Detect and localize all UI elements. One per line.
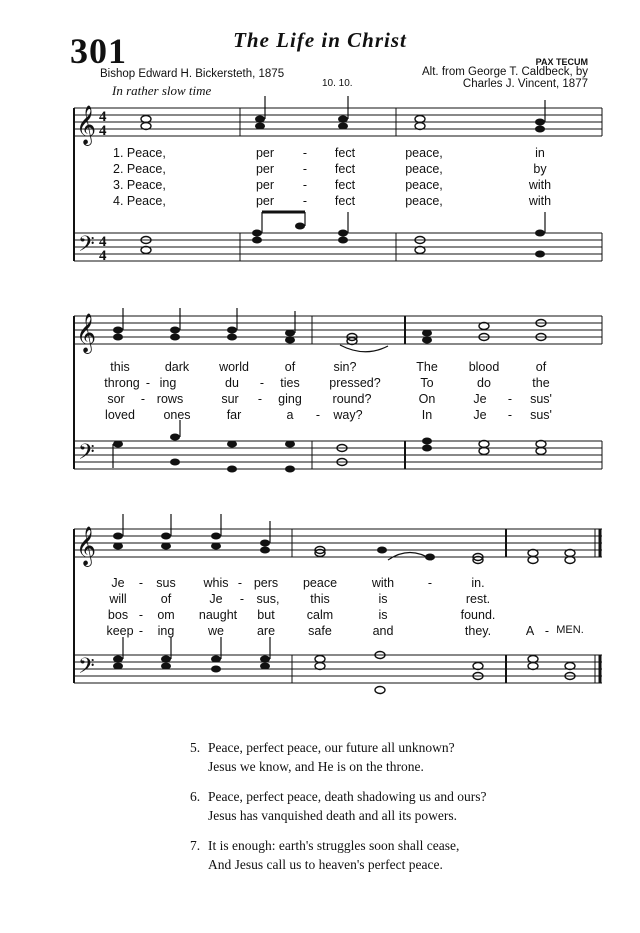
lyric-v2-2: per xyxy=(255,162,275,176)
lyric: the xyxy=(532,376,550,390)
lyric: pressed? xyxy=(329,376,381,390)
bass-clef-icon: 𝄢 xyxy=(78,232,95,262)
lyric-v1-6: in xyxy=(535,146,545,160)
lyric-v4-5: peace, xyxy=(405,194,443,208)
lyric: - xyxy=(237,576,243,590)
tie-slur xyxy=(388,553,432,561)
meter: 10. 10. xyxy=(322,78,353,89)
stanza-line: And Jesus call us to heaven's perfect peace. xyxy=(208,857,443,872)
stanza-number: 5. xyxy=(190,740,201,755)
lyric: ties xyxy=(280,376,300,390)
lyric: peace xyxy=(302,576,338,590)
lyric: - xyxy=(544,624,550,638)
treble-clef-icon: 𝄞 xyxy=(76,105,97,145)
lyric: are xyxy=(256,624,276,638)
lyric: but xyxy=(257,608,275,622)
lyric: du xyxy=(225,376,239,390)
stanza-line: Jesus we know, and He is on the throne. xyxy=(208,759,424,774)
lyric-v3-2: per xyxy=(255,178,275,192)
lyric: Je xyxy=(209,592,223,606)
lyric: sus' xyxy=(530,392,552,406)
lyric: loved xyxy=(105,408,135,422)
lyric: round? xyxy=(332,392,372,406)
lyric-v4-2: per xyxy=(255,194,275,208)
lyric: In xyxy=(421,408,433,422)
author-credit: Bishop Edward H. Bickersteth, 1875 xyxy=(100,68,285,80)
system-3-staves xyxy=(74,529,602,683)
lyric-v3-5: peace, xyxy=(405,178,443,192)
lyric-v3-3: - xyxy=(302,178,308,192)
treble-clef-icon: 𝄞 xyxy=(76,526,97,566)
lyric-v2-4: fect xyxy=(334,162,356,176)
lyric: calm xyxy=(306,608,334,622)
lyric: a xyxy=(286,408,294,422)
lyric: - xyxy=(239,592,245,606)
lyric: found. xyxy=(460,608,496,622)
lyric-v1-2: per xyxy=(255,146,275,160)
lyric: A xyxy=(525,624,535,638)
time-sig-bottom: 4 xyxy=(99,248,107,264)
time-signatures xyxy=(99,109,107,264)
lyric: To xyxy=(420,376,434,390)
treble-clef-icon: 𝄞 xyxy=(76,313,97,353)
lyric: is xyxy=(378,608,388,622)
additional-stanzas xyxy=(190,738,487,885)
lyric: On xyxy=(418,392,436,406)
time-sig-top: 4 xyxy=(99,234,107,250)
lyric-v2-1: 2. Peace, xyxy=(113,162,166,176)
lyric-v2-3: - xyxy=(302,162,308,176)
lyric: sur xyxy=(221,392,239,406)
lyric-v4-3: - xyxy=(302,194,308,208)
lyric: sin? xyxy=(333,360,357,374)
lyric: safe xyxy=(308,624,332,638)
stanza-line: Peace, perfect peace, death shadowing us and ours? xyxy=(208,789,487,804)
lyric: in. xyxy=(471,576,485,590)
lyric: ing xyxy=(159,376,177,390)
lyric-v1-4: fect xyxy=(334,146,356,160)
stanza-line: Peace, perfect peace, our future all unknown? xyxy=(208,740,455,755)
lyric: is xyxy=(378,592,388,606)
composer-line-2: Charles J. Vincent, 1877 xyxy=(462,78,588,90)
lyric: - xyxy=(427,576,433,590)
lyric-v2-6: by xyxy=(533,162,547,176)
lyric-v1-5: peace, xyxy=(405,146,443,160)
lyric-v3-1: 3. Peace, xyxy=(113,178,166,192)
lyric: we xyxy=(208,624,224,638)
lyric: Je xyxy=(473,408,487,422)
lyric: sor xyxy=(107,392,125,406)
lyric-v4-1: 4. Peace, xyxy=(113,194,166,208)
lyric: of xyxy=(160,592,172,606)
lyric: keep xyxy=(106,624,134,638)
lyric-v4-4: fect xyxy=(334,194,356,208)
lyric: rows xyxy=(156,392,184,406)
lyric: - xyxy=(138,624,144,638)
lyric: rest. xyxy=(465,592,491,606)
lyric: way? xyxy=(333,408,363,422)
lyric-v4-6: with xyxy=(528,194,552,208)
section-title: The Life in Christ xyxy=(233,28,407,52)
lyric: ing xyxy=(157,624,175,638)
lyric: pers xyxy=(253,576,279,590)
stanza-number: 7. xyxy=(190,838,201,853)
lyric: - xyxy=(138,576,144,590)
lyric: - xyxy=(140,392,146,406)
lyric: - xyxy=(257,392,263,406)
stanza-5 xyxy=(190,738,487,776)
lyric: ging xyxy=(278,392,302,406)
lyric-v3-6: with xyxy=(528,178,552,192)
lyric: naught xyxy=(198,608,238,622)
lyric-v2-5: peace, xyxy=(405,162,443,176)
lyric: dark xyxy=(164,360,190,374)
lyric-v1-1: 1. Peace, xyxy=(113,146,166,160)
composer-line-1: Alt. from George T. Caldbeck, by xyxy=(422,66,588,78)
lyric: - xyxy=(259,376,265,390)
lyric: The xyxy=(416,360,438,374)
lyric: whis xyxy=(203,576,229,590)
lyric: will xyxy=(109,592,127,606)
lyric: and xyxy=(372,624,394,638)
lyric: of xyxy=(535,360,547,374)
lyric: om xyxy=(157,608,175,622)
lyric: blood xyxy=(468,360,500,374)
stanza-line: It is enough: earth's struggles soon shall cease, xyxy=(208,838,460,853)
lyric: sus' xyxy=(530,408,552,422)
tempo-marking: In rather slow time xyxy=(112,83,212,98)
lyric: this xyxy=(310,592,330,606)
stanza-number: 6. xyxy=(190,789,201,804)
lyric: - xyxy=(145,376,151,390)
bass-clef-icon: 𝄢 xyxy=(78,654,95,684)
lyric: sus, xyxy=(256,592,280,606)
time-sig-bottom: 4 xyxy=(99,123,107,139)
lyric: this xyxy=(110,360,130,374)
lyric: throng xyxy=(104,376,140,390)
lyric: - xyxy=(315,408,321,422)
clefs xyxy=(76,105,96,684)
lyric: - xyxy=(507,392,513,406)
stanza-7 xyxy=(190,836,487,874)
lyric-v3-4: fect xyxy=(334,178,356,192)
lyric: Je xyxy=(473,392,487,406)
lyric: sus xyxy=(156,576,176,590)
tune-name: PAX TECUM xyxy=(535,57,588,67)
lyric: of xyxy=(284,360,296,374)
lyric: - xyxy=(138,608,144,622)
stanza-6 xyxy=(190,787,487,825)
hymn-number: 301 xyxy=(70,31,127,71)
lyric: Je xyxy=(111,576,125,590)
lyric: world xyxy=(219,360,249,374)
lyric: with xyxy=(371,576,395,590)
lyric-v1-3: - xyxy=(302,146,308,160)
lyric: bos xyxy=(107,608,129,622)
lyric: they. xyxy=(464,624,492,638)
lyric: far xyxy=(226,408,242,422)
tie-slur xyxy=(340,345,388,352)
lyric: - xyxy=(507,408,513,422)
stanza-line: Jesus has vanquished death and all its powers. xyxy=(208,808,457,823)
time-sig-top: 4 xyxy=(99,109,107,125)
lyric: MEN. xyxy=(556,624,584,636)
lyric: ones xyxy=(163,408,191,422)
lyric: do xyxy=(477,376,491,390)
bass-clef-icon: 𝄢 xyxy=(78,440,95,470)
